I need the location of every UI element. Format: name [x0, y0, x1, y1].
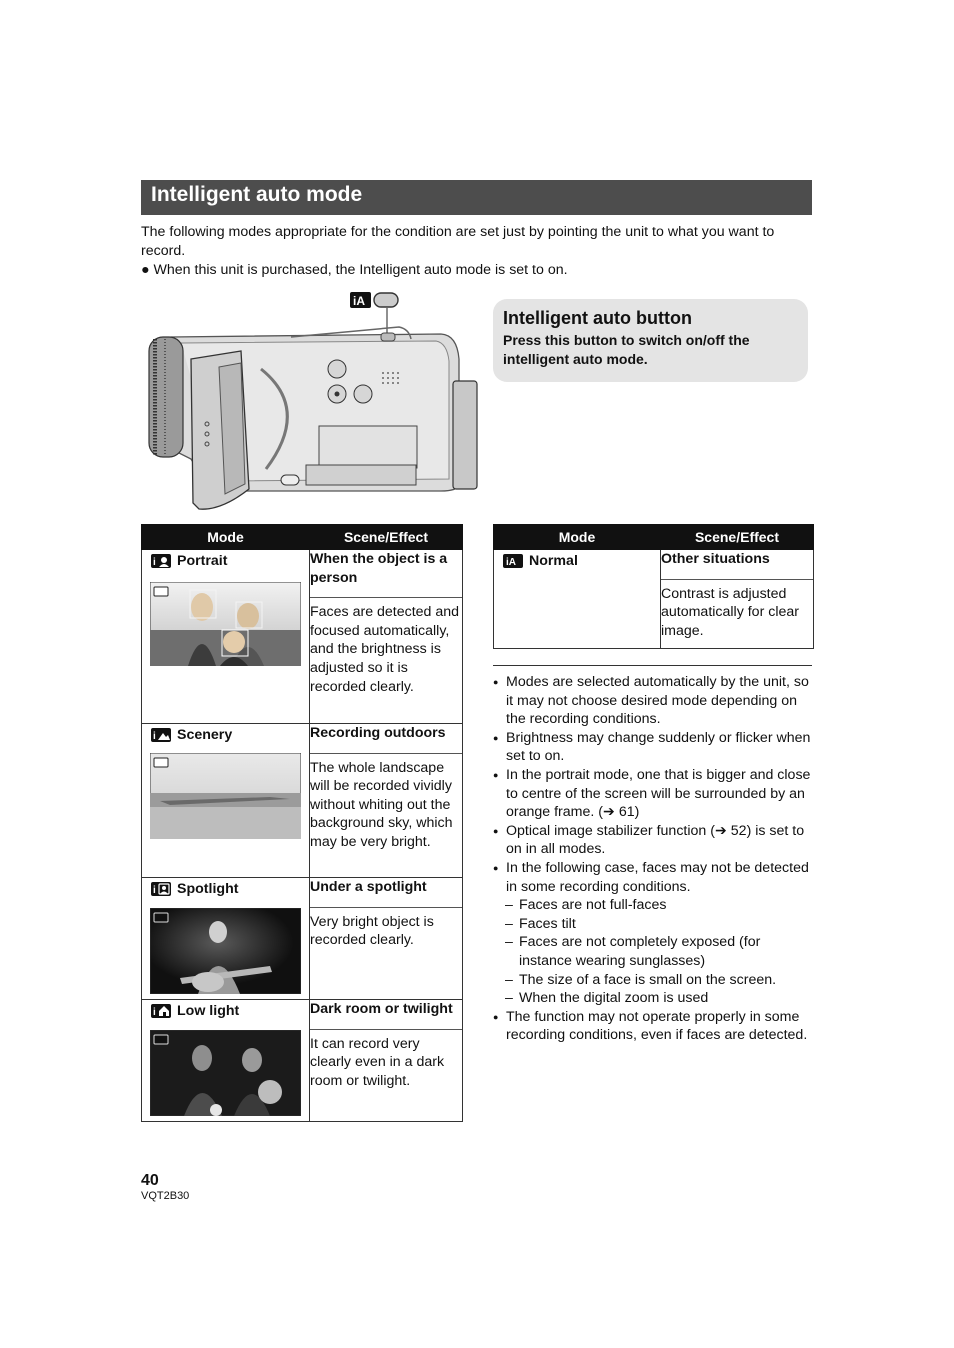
modes-table-left [141, 524, 463, 1122]
ia-normal-mode-icon [503, 554, 523, 568]
section-title-bar [141, 180, 812, 215]
low-light-mode-icon [151, 1004, 171, 1018]
camcorder-illustration [141, 289, 481, 514]
scene-divider [310, 907, 462, 908]
ia-button-callout-icon [350, 292, 398, 339]
scene-divider [310, 597, 462, 598]
notes-divider [493, 665, 812, 666]
svg-text:i: i [153, 557, 156, 568]
ia-button-heading: Intelligent auto button [503, 308, 692, 328]
note-sub-item: – Faces tilt [493, 915, 815, 934]
scene-cell [661, 550, 814, 649]
table-row [142, 878, 463, 1000]
section-title: Intelligent auto mode [151, 183, 363, 206]
page-number: 40 [141, 1172, 159, 1189]
scene-cell [310, 1000, 463, 1122]
notes-list [493, 673, 815, 1045]
model-code: VQT2B30 [141, 1190, 190, 1202]
scene-title: When the object is a person [310, 551, 448, 586]
svg-text:i: i [153, 1007, 156, 1018]
mode-cell [494, 550, 661, 649]
ia-button-description: Press this button to switch on/off the intelligent auto mode. [503, 332, 750, 367]
spotlight-sample-photo [150, 908, 301, 994]
mode-name-normal: Normal [529, 553, 578, 569]
note-item: ● The function may not operate properly in some recording conditions, even if faces are detected. [493, 1008, 815, 1045]
mode-name-portrait: Portrait [177, 553, 228, 569]
scene-description: It can record very clearly even in a dark room or twilight. [310, 1035, 445, 1089]
note-item: ● Modes are selected automatically by the unit, so it may not choose desired mode depending on the recording conditions. [493, 673, 815, 729]
table-row [142, 1000, 463, 1122]
header-mode: Mode [142, 525, 310, 550]
intro-paragraph: The following modes appropriate for the condition are set just by pointing the unit to what you want to record. [141, 224, 775, 259]
note-sub-item: – When the digital zoom is used [493, 989, 815, 1008]
scene-cell [310, 878, 463, 1000]
table-row [142, 550, 463, 724]
scenery-sample-photo [150, 753, 301, 839]
table-row [142, 724, 463, 878]
scene-divider [661, 579, 813, 580]
svg-text:i: i [153, 885, 156, 896]
scene-divider [310, 1029, 462, 1030]
header-scene-effect: Scene/Effect [310, 525, 463, 550]
note-item: ● In the following case, faces may not be detected in some recording conditions. [493, 859, 815, 896]
note-sub-item: – The size of a face is small on the screen. [493, 971, 815, 990]
intro-bullet: ● When this unit is purchased, the Intelligent auto mode is set to on. [141, 262, 568, 278]
portrait-mode-icon [151, 554, 171, 568]
svg-text:iA: iA [353, 294, 365, 308]
note-sub-item: – Faces are not full-faces [493, 896, 815, 915]
portrait-sample-photo [150, 582, 301, 666]
table-row [494, 550, 814, 649]
mode-cell [142, 1000, 310, 1122]
note-sub-item: – Faces are not completely exposed (for instance wearing sunglasses) [493, 933, 815, 970]
ia-button-info-box [493, 299, 808, 382]
svg-text:iA: iA [506, 557, 516, 568]
scenery-mode-icon [151, 728, 171, 742]
mode-name-scenery: Scenery [177, 727, 233, 743]
scene-description: Very bright object is recorded clearly. [310, 913, 434, 949]
scene-cell [310, 724, 463, 878]
scene-description: Faces are detected and focused automatically, and the brightness is adjusted so it is recorded clearly. [310, 604, 460, 695]
scene-divider [310, 753, 462, 754]
scene-description: Contrast is adjusted automatically for clear image. [661, 585, 799, 639]
low-light-sample-photo [150, 1030, 301, 1116]
note-item: ● In the portrait mode, one that is bigger and close to centre of the screen will be surrounded by an orange frame. (➔ 61) [493, 766, 815, 822]
header-mode: Mode [494, 525, 661, 550]
scene-title: Dark room or twilight [310, 1001, 453, 1017]
scene-title: Recording outdoors [310, 725, 446, 741]
mode-name-low-light: Low light [177, 1003, 240, 1019]
spotlight-mode-icon [151, 882, 171, 896]
header-scene-effect: Scene/Effect [661, 525, 814, 550]
mode-cell [142, 550, 310, 724]
mode-name-spotlight: Spotlight [177, 881, 239, 897]
scene-title: Other situations [661, 551, 770, 567]
modes-table-right [493, 524, 814, 649]
scene-description: The whole landscape will be recorded vividly without whiting out the background sky, which may be very bright. [310, 759, 453, 850]
intro-text [141, 223, 816, 280]
scene-title: Under a spotlight [310, 879, 427, 895]
note-item: ● Brightness may change suddenly or flicker when set to on. [493, 729, 815, 766]
note-item: ● Optical image stabilizer function (➔ 52) is set to on in all modes. [493, 822, 815, 859]
mode-cell [142, 724, 310, 878]
scene-cell [310, 550, 463, 724]
mode-cell [142, 878, 310, 1000]
svg-text:i: i [153, 731, 156, 742]
